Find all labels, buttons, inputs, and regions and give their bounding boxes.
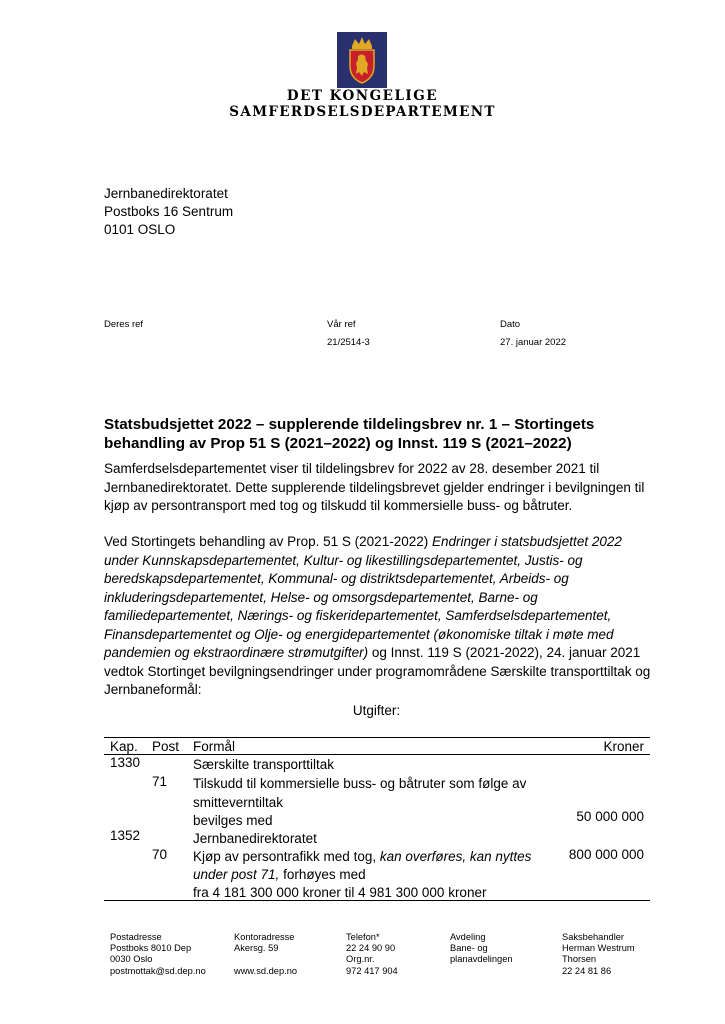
row1-post: 71 xyxy=(152,774,168,789)
dato-value: 27. januar 2022 xyxy=(500,337,567,348)
footer-saksbehandler xyxy=(562,932,635,977)
footer-label: Postadresse xyxy=(110,932,162,942)
intro-line: Samferdselsdepartementet viser til tildelingsbrev for 2022 av 28. desember 2021 til xyxy=(104,461,600,476)
row2-formal-title: Jernbanedirektoratet xyxy=(193,831,317,846)
row1-formal-line: Tilskudd til kommersielle buss- og båtruter som følge av xyxy=(193,776,527,791)
footer-text: 22 24 81 86 xyxy=(562,965,612,976)
decision-line: pandemien og ekstraordinære strømutgifter) og Innst. 119 S (2021-2022), 24. januar 2021 xyxy=(104,645,641,660)
decision-line: beredskapsdepartementet, Kommunal- og distriktsdepartementet, Arbeids- og xyxy=(104,571,569,586)
footer-text: Postboks 8010 Dep xyxy=(110,943,192,954)
decision-line: Ved Stortingets behandling av Prop. 51 S (2021-2022) Endringer i statsbudsjettet 2022 xyxy=(104,534,622,549)
footer-text: 972 417 904 xyxy=(346,965,398,976)
header-kap: Kap. xyxy=(110,739,138,754)
footer-text: 22 24 90 90 xyxy=(346,943,396,954)
dato-label: Dato xyxy=(500,319,521,330)
footer-text: Herman Westrum xyxy=(562,943,635,954)
utgifter-heading: Utgifter: xyxy=(352,703,401,718)
header-formal: Formål xyxy=(193,739,236,754)
intro-line: Jernbanedirektoratet. Dette supplerende tildelingsbrevet gjelder endringer i bevilgningen til xyxy=(104,479,645,495)
footer-text xyxy=(234,954,297,965)
organization-name-line2: SAMFERDSELSDEPARTEMENT xyxy=(229,104,496,120)
footer-text: Akersg. 59 xyxy=(234,943,279,954)
recipient-address xyxy=(104,185,233,239)
footer-website: www.sd.dep.no xyxy=(234,965,298,976)
header-kroner: Kroner xyxy=(603,739,644,754)
row1-kroner: 50 000 000 xyxy=(576,809,644,824)
footer-label: Kontoradresse xyxy=(234,932,295,942)
row2-formal-line: under post 71, forhøyes med xyxy=(193,867,366,882)
footer-telefon xyxy=(346,932,398,977)
row2-post: 70 xyxy=(152,847,168,862)
deres-ref-label: Deres ref xyxy=(104,319,144,330)
row2-kroner: 800 000 000 xyxy=(568,847,644,862)
footer-text: Thorsen xyxy=(562,954,597,965)
decision-line: vedtok Stortinget bevilgningsendringer under programområdene Særskilte transporttiltak og xyxy=(104,663,651,679)
footer-text: planavdelingen xyxy=(450,954,513,965)
footer-label: Telefon* xyxy=(346,932,380,942)
footer-label: Saksbehandler xyxy=(562,932,625,942)
var-ref-value: 21/2514-3 xyxy=(327,337,370,348)
footer-email: postmottak@sd.dep.no xyxy=(110,965,206,976)
decision-line: familiedepartementet, Nærings- og fiskeridepartementet, Samferdselsdepartementet, xyxy=(104,608,612,623)
decision-line: Finansdepartementet og Olje- og energidepartementet (økonomiske tiltak i møte med xyxy=(104,626,614,642)
row1-formal-title: Særskilte transporttiltak xyxy=(193,757,335,772)
appropriation-table xyxy=(104,737,650,901)
decision-line: under Kunnskapsdepartementet, Kultur- og likestillingsdepartementet, Justis- og xyxy=(104,552,583,568)
table-header-row xyxy=(104,738,650,755)
var-ref-label: Vår ref xyxy=(327,319,356,330)
recipient-name: Jernbanedirektoratet xyxy=(104,186,228,201)
row1-formal-line: bevilges med xyxy=(193,813,273,828)
footer-label: Avdeling xyxy=(450,932,486,942)
row1-kap: 1330 xyxy=(110,755,141,770)
footer-text: Org.nr. xyxy=(346,954,375,965)
footer-postadresse xyxy=(110,932,206,977)
row2-kap: 1352 xyxy=(110,828,141,843)
row2-formal-line: fra 4 181 300 000 kroner til 4 981 300 000 kroner xyxy=(193,885,487,900)
footer-kontoradresse xyxy=(234,932,297,977)
recipient-postbox: Postboks 16 Sentrum xyxy=(104,204,234,219)
letter-title xyxy=(104,415,644,453)
government-coat-of-arms-logo xyxy=(337,32,387,88)
header-post: Post xyxy=(152,739,180,754)
row1-formal-line: smitteverntiltak xyxy=(193,795,284,810)
letter-title-line2: behandling av Prop 51 S (2021–2022) og Innst. 119 S (2021–2022) xyxy=(104,435,572,452)
footer-text: Bane- og xyxy=(450,943,488,954)
row2-formal-line: Kjøp av persontrafikk med tog, kan overføres, kan nyttes xyxy=(193,849,532,864)
intro-line: kjøp av persontransport med tog og tilskudd til kommersielle buss- og båtruter. xyxy=(104,498,573,513)
intro-paragraph xyxy=(104,460,649,516)
decision-paragraph xyxy=(104,533,649,700)
letter-title-line1: Statsbudsjettet 2022 – supplerende tildelingsbrev nr. 1 – Stortingets xyxy=(104,416,595,433)
footer-avdeling xyxy=(450,932,513,966)
decision-line: Jernbaneformål: xyxy=(104,682,202,697)
decision-line: inkluderingsdepartementet, Helse- og omsorgsdepartementet, Barne- og xyxy=(104,589,538,605)
footer-text: 0030 Oslo xyxy=(110,954,153,965)
organization-name-line1: DET KONGELIGE xyxy=(286,88,439,104)
recipient-city: 0101 OSLO xyxy=(104,222,176,237)
